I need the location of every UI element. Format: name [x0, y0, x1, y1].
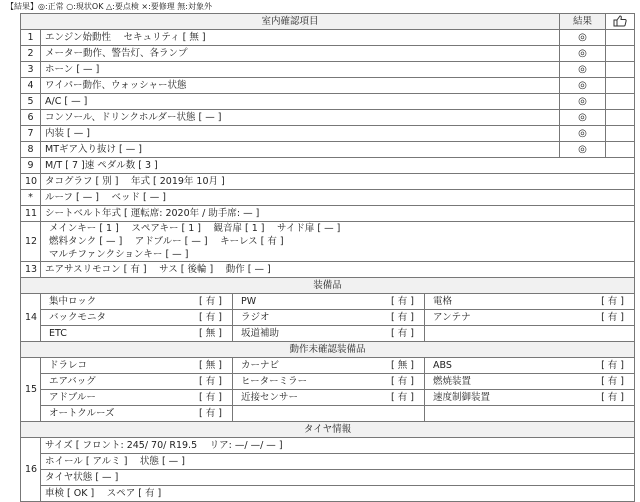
equipment-label: 燃焼装置 — [433, 375, 472, 387]
equipment-cell — [425, 294, 635, 310]
interior-row — [21, 46, 635, 62]
equipment-label: オートクルーズ — [49, 407, 115, 419]
row-number: 13 — [21, 262, 41, 278]
spec-row — [21, 174, 635, 190]
equipment-label: ラジオ — [241, 311, 270, 323]
keys-line: 燃料タンク [ — ] アドブルー [ — ] キーレス [ 有 ] — [49, 236, 284, 247]
equipment-value: [ 有 ] — [391, 327, 414, 339]
equipment-label: 電格 — [433, 295, 453, 307]
interior-row — [21, 94, 635, 110]
equipment-value: [ 有 ] — [199, 295, 222, 307]
row-number: 14 — [21, 294, 41, 342]
row-number: 5 — [21, 94, 41, 110]
equipment-cell — [233, 310, 425, 326]
equipment-row — [21, 310, 635, 326]
unverified-equipment-cell — [41, 374, 233, 390]
tire-item: サイズ [ フロント: 245/ 70/ R19.5 リア: —/ —/ — ] — [41, 438, 635, 454]
empty-cell — [606, 94, 635, 110]
unverified-equipment-row — [21, 374, 635, 390]
check-result: ◎ — [560, 110, 606, 126]
row-number: 2 — [21, 46, 41, 62]
equipment-label: 坂道補助 — [241, 327, 280, 339]
air-suspension-item: エアサスリモコン [ 有 ] サス [ 後輪 ] 動作 [ — ] — [41, 262, 635, 278]
tire-item: 車検 [ OK ] スペア [ 有 ] — [41, 486, 635, 502]
equipment-label: カーナビ — [241, 359, 280, 371]
tire-row — [21, 486, 635, 502]
check-item: 内装 [ — ] — [41, 126, 560, 142]
empty-cell — [606, 78, 635, 94]
check-item: MTギア入り抜け [ — ] — [41, 142, 560, 158]
unverified-equipment-row — [21, 358, 635, 374]
equipment-cell — [41, 326, 233, 342]
equipment-label: ヒーターミラー — [241, 375, 308, 387]
row-number: 4 — [21, 78, 41, 94]
empty-cell — [606, 46, 635, 62]
spec-row — [21, 158, 635, 174]
row-number: 1 — [21, 30, 41, 46]
interior-row — [21, 142, 635, 158]
spec-item: M/T [ 7 ]速 ペダル数 [ 3 ] — [41, 158, 635, 174]
result-column-header: 結果 — [560, 14, 606, 30]
check-result: ◎ — [560, 46, 606, 62]
equipment-cell — [41, 294, 233, 310]
unverified-equipment-section-title: 動作未確認装備品 — [21, 342, 635, 358]
row-number: * — [21, 190, 41, 206]
spec-item: シートベルト年式 [ 運転席: 2020年 / 助手席: — ] — [41, 206, 635, 222]
row-number: 6 — [21, 110, 41, 126]
tire-row — [21, 454, 635, 470]
equipment-value: [ 有 ] — [199, 407, 222, 419]
unverified-equipment-cell — [425, 390, 635, 406]
unverified-equipment-cell — [41, 358, 233, 374]
unverified-equipment-cell — [41, 406, 233, 422]
unverified-equipment-header-row — [21, 342, 635, 358]
row-number: 3 — [21, 62, 41, 78]
equipment-label: エアバッグ — [49, 375, 96, 387]
equipment-label: ABS — [433, 359, 452, 371]
check-item: エンジン始動性 セキュリティ [ 無 ] — [41, 30, 560, 46]
row-number: 7 — [21, 126, 41, 142]
tire-item: タイヤ状態 [ — ] — [41, 470, 635, 486]
equipment-cell — [233, 326, 425, 342]
interior-row — [21, 30, 635, 46]
equipment-label: ドラレコ — [49, 359, 88, 371]
interior-row — [21, 62, 635, 78]
equipment-value: [ 無 ] — [199, 359, 222, 371]
equipment-value: [ 有 ] — [601, 295, 625, 307]
unverified-equipment-cell — [233, 390, 425, 406]
empty-cell — [606, 62, 635, 78]
check-result: ◎ — [560, 94, 606, 110]
row-number: 9 — [21, 158, 41, 174]
unverified-equipment-cell — [41, 390, 233, 406]
keys-line: マルチファンクションキー [ — ] — [49, 249, 189, 260]
result-legend: 【結果】◎:正常 ○:現状OK △:要点検 ×:要修理 無:対象外 — [6, 2, 213, 11]
row-number: 15 — [21, 358, 41, 422]
air-suspension-row — [21, 262, 635, 278]
unverified-equipment-cell — [233, 374, 425, 390]
row-number: 12 — [21, 222, 41, 262]
equipment-value: [ 有 ] — [199, 311, 222, 323]
equipment-value: [ 有 ] — [601, 391, 625, 403]
unverified-equipment-row — [21, 390, 635, 406]
check-item: メーター動作、警告灯、各ランプ — [41, 46, 560, 62]
tire-item: ホイール [ アルミ ] 状態 [ — ] — [41, 454, 635, 470]
equipment-section-title: 装備品 — [21, 278, 635, 294]
check-result: ◎ — [560, 142, 606, 158]
check-result: ◎ — [560, 126, 606, 142]
equipment-value: [ 無 ] — [391, 359, 414, 371]
unverified-equipment-cell — [425, 374, 635, 390]
check-result: ◎ — [560, 78, 606, 94]
check-result: ◎ — [560, 62, 606, 78]
check-item: ワイパー動作、ウォッシャー状態 — [41, 78, 560, 94]
equipment-row — [21, 294, 635, 310]
spec-item: タコグラフ [ 別 ] 年式 [ 2019年 10月 ] — [41, 174, 635, 190]
keys-items — [41, 222, 635, 262]
tire-header-row — [21, 422, 635, 438]
interior-header-row — [21, 14, 635, 30]
equipment-cell — [41, 310, 233, 326]
row-number: 8 — [21, 142, 41, 158]
equipment-label: 速度制御装置 — [433, 391, 491, 403]
equipment-value: [ 有 ] — [601, 359, 625, 371]
equipment-header-row — [21, 278, 635, 294]
interior-row — [21, 126, 635, 142]
unverified-equipment-cell — [425, 406, 635, 422]
equipment-row — [21, 326, 635, 342]
equipment-value: [ 有 ] — [601, 311, 625, 323]
spec-row — [21, 206, 635, 222]
equipment-label: バックモニタ — [49, 311, 107, 323]
empty-cell — [606, 110, 635, 126]
keys-row — [21, 222, 635, 262]
tire-row — [21, 438, 635, 454]
unverified-equipment-cell — [233, 406, 425, 422]
empty-cell — [606, 142, 635, 158]
equipment-label: 集中ロック — [49, 295, 97, 307]
equipment-value: [ 有 ] — [199, 375, 222, 387]
row-number: 11 — [21, 206, 41, 222]
equipment-value: [ 有 ] — [601, 375, 625, 387]
equipment-label: 近接センサー — [241, 391, 299, 403]
empty-cell — [606, 30, 635, 46]
check-result: ◎ — [560, 30, 606, 46]
equipment-value: [ 有 ] — [391, 375, 414, 387]
interior-row — [21, 78, 635, 94]
keys-line: メインキー [ 1 ] スペアキー [ 1 ] 観音扉 [ 1 ] サイド扉 [ — ] — [49, 223, 341, 234]
equipment-value: [ 有 ] — [391, 391, 414, 403]
tire-row — [21, 470, 635, 486]
equipment-cell — [425, 326, 635, 342]
unverified-equipment-cell — [233, 358, 425, 374]
equipment-label: アンテナ — [433, 311, 471, 323]
spec-row — [21, 190, 635, 206]
equipment-value: [ 無 ] — [199, 327, 222, 339]
unverified-equipment-cell — [425, 358, 635, 374]
equipment-value: [ 有 ] — [391, 311, 414, 323]
unverified-equipment-row — [21, 406, 635, 422]
equipment-label: ETC — [49, 327, 67, 339]
check-item: A/C [ — ] — [41, 94, 560, 110]
equipment-cell — [425, 310, 635, 326]
interior-row — [21, 110, 635, 126]
equipment-cell — [233, 294, 425, 310]
equipment-label: PW — [241, 295, 257, 307]
inspection-table — [20, 13, 635, 502]
check-item: ホーン [ — ] — [41, 62, 560, 78]
tire-section-title: タイヤ情報 — [21, 422, 635, 438]
row-number: 16 — [21, 438, 41, 502]
equipment-label: アドブルー — [49, 391, 96, 403]
equipment-value: [ 有 ] — [199, 391, 222, 403]
spec-item: ルーフ [ — ] ベッド [ — ] — [41, 190, 635, 206]
interior-section-title: 室内確認項目 — [21, 14, 560, 30]
check-item: コンソール、ドリンクホルダー状態 [ — ] — [41, 110, 560, 126]
thumbs-up-icon — [606, 14, 635, 30]
row-number: 10 — [21, 174, 41, 190]
empty-cell — [606, 126, 635, 142]
equipment-value: [ 有 ] — [391, 295, 414, 307]
